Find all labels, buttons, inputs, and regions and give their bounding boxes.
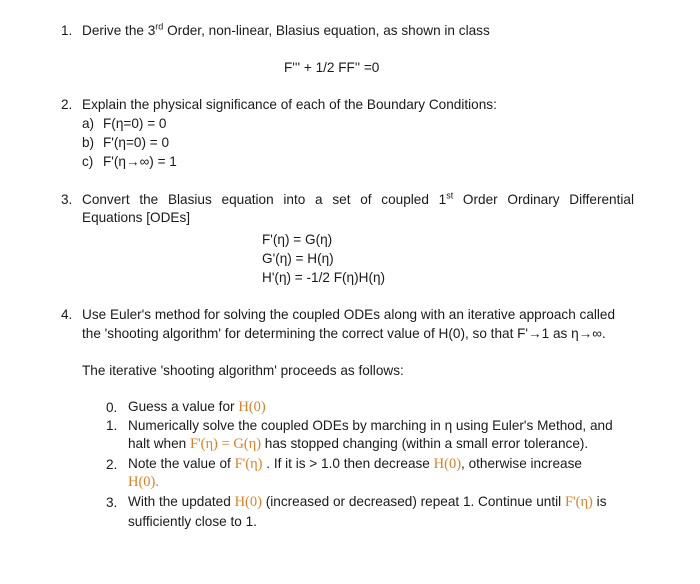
step3-number: 3. [106, 495, 118, 510]
step2-h0: H(0) [433, 456, 462, 472]
step2-line1 [128, 456, 582, 473]
step3-pre: With the updated [128, 494, 235, 509]
step0-text [128, 399, 266, 416]
q3-line1-sup: st [446, 190, 454, 201]
step3-h0: H(0) [234, 494, 262, 510]
q2-item-c-label: c) [82, 154, 94, 169]
step0-number: 0. [106, 400, 118, 415]
q3-line1-post: Order Ordinary Differential [453, 192, 634, 207]
q4-line2: the 'shooting algorithm' for determining the correct value of H(0), so that F'→1 as η→∞. [82, 326, 606, 341]
step1-l2-post: has stopped changing (within a small error tolerance). [261, 436, 589, 451]
q2-item-a: F(η=0) = 0 [103, 116, 167, 131]
step0-h0: H(0) [238, 399, 266, 415]
step3-post: is [592, 494, 607, 509]
step3-line1 [128, 494, 606, 511]
step2-pre: Note the value of [128, 456, 235, 471]
q1-number: 1. [61, 23, 73, 38]
step1-line1: Numerically solve the coupled ODEs by marching in η using Euler's Method, and [128, 418, 613, 433]
step2-post: , otherwise increase [461, 456, 582, 471]
q1-equation: F''' + 1/2 FF'' =0 [284, 60, 380, 75]
step1-number: 1. [106, 418, 118, 433]
step2-mid: . If it is > 1.0 then decrease [262, 456, 434, 471]
q3-number: 3. [61, 192, 73, 207]
q3-eq-2: G'(η) = H(η) [262, 251, 334, 266]
q2-number: 2. [61, 97, 73, 112]
step1-fprime-eq: F'(η) = G(η) [189, 436, 262, 452]
q2-item-b: F'(η=0) = 0 [103, 135, 170, 150]
q3-line2: Equations [ODEs] [82, 210, 191, 225]
q1-text [82, 23, 490, 38]
step3-fprime: F'(η) [564, 494, 593, 510]
step2-fprime: F'(η) [234, 456, 263, 472]
q2-item-a-label: a) [82, 116, 95, 131]
step1-l2-pre: halt when [128, 436, 190, 451]
q1-text-post: Order, non-linear, Blasius equation, as shown in class [163, 23, 490, 38]
q4-intro: The iterative 'shooting algorithm' proceeds as follows: [82, 363, 404, 378]
step2-h0-next: H(0). [128, 474, 160, 490]
q3-eq-1: F'(η) = G(η) [262, 232, 333, 247]
q3-line1 [82, 192, 634, 207]
q2-text: Explain the physical significance of each of the Boundary Conditions: [82, 97, 497, 112]
step3-mid: (increased or decreased) repeat 1. Continue until [261, 494, 565, 509]
q2-item-b-label: b) [82, 135, 95, 150]
q3-eq-3: H'(η) = -1/2 F(η)H(η) [262, 270, 386, 285]
q1-text-sup: rd [155, 21, 164, 32]
q3-line1-pre: Convert the Blasius equation into a set of coupled 1 [82, 192, 447, 207]
q2-item-c: F'(η→∞) = 1 [103, 154, 177, 169]
step0-pre: Guess a value for [128, 399, 239, 414]
step2-number: 2. [106, 457, 118, 472]
q1-text-pre: Derive the 3 [82, 23, 156, 38]
q4-line1: Use Euler's method for solving the coupled ODEs along with an iterative approach called [82, 307, 616, 322]
step3-line2: sufficiently close to 1. [128, 514, 257, 529]
step1-line2 [128, 436, 588, 453]
q4-number: 4. [61, 307, 73, 322]
